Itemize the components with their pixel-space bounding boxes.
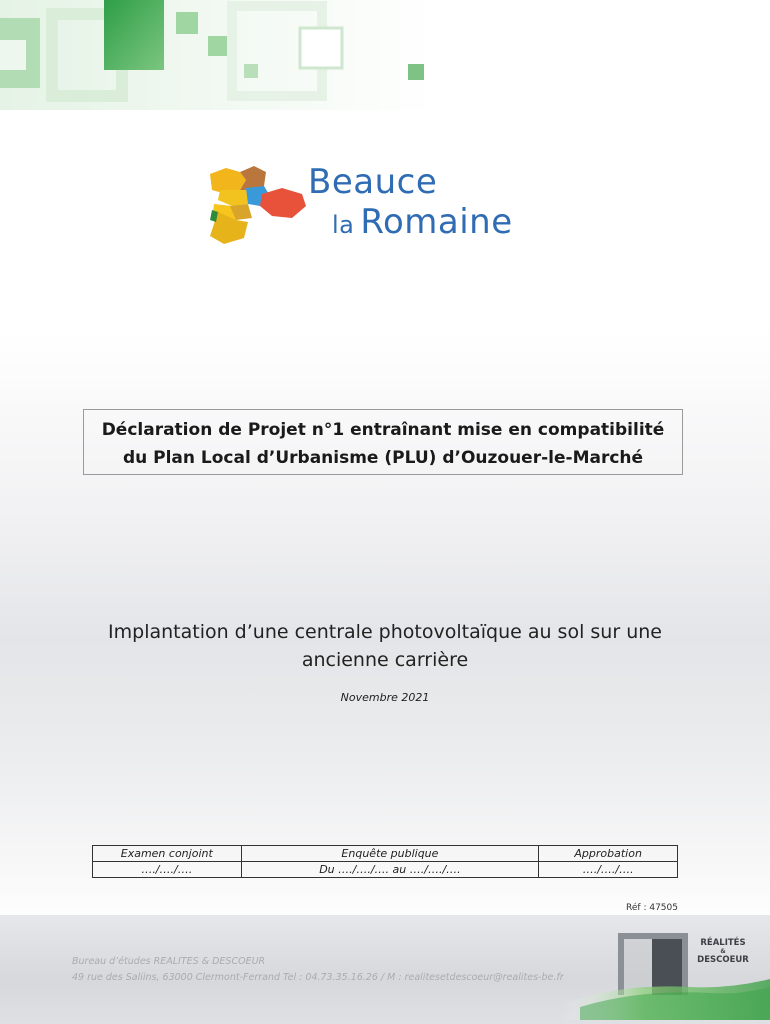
table-row	[93, 846, 678, 862]
document-title-box	[83, 409, 683, 475]
header-enquete-publique: Enquête publique	[241, 846, 539, 862]
value-examen-conjoint: …./…./….	[93, 862, 242, 878]
logo-text-romaine	[332, 202, 513, 242]
rd-name-line-2: DESCOEUR	[697, 955, 749, 965]
value-approbation: …./…./….	[539, 862, 678, 878]
table-row	[93, 862, 678, 878]
logo-text-romaine-word: Romaine	[360, 202, 513, 242]
header-decoration	[0, 0, 770, 110]
footer-address	[72, 954, 632, 986]
document-date: Novembre 2021	[340, 691, 430, 704]
rd-ampersand: &	[720, 948, 726, 955]
title-line-1: Déclaration de Projet n°1 entraînant mise en compatibilité	[101, 420, 665, 440]
subtitle-line-2: ancienne carrière	[301, 649, 469, 671]
procedure-stages-table	[92, 845, 678, 878]
realites-descoeur-name	[688, 938, 758, 966]
beauce-la-romaine-logo	[196, 160, 576, 250]
title-line-2: du Plan Local d’Urbanisme (PLU) d’Ouzouer-le-Marché	[122, 448, 644, 468]
value-enquete-publique: Du …./…./…. au …./…./….	[241, 862, 539, 878]
region-map-icon	[196, 160, 316, 250]
document-subtitle	[90, 618, 680, 674]
subtitle-line-1: Implantation d’une centrale photovoltaïque au sol sur une	[108, 621, 662, 643]
footer-line-1: Bureau d’études REALITES & DESCOEUR	[72, 956, 266, 967]
reference-number: Réf : 47505	[626, 903, 678, 913]
footer-line-2: 49 rue des Saliins, 63000 Clermont-Ferrand Tel : 04.73.35.16.26 / M : realitesetdescoeur@realites-be.fr	[72, 972, 564, 983]
logo-text-beauce: Beauce	[308, 162, 438, 202]
rd-name-line-1: RÉALITÉS	[700, 938, 746, 948]
header-examen-conjoint: Examen conjoint	[93, 846, 242, 862]
logo-text-la: la	[332, 211, 355, 239]
header-approbation: Approbation	[539, 846, 678, 862]
